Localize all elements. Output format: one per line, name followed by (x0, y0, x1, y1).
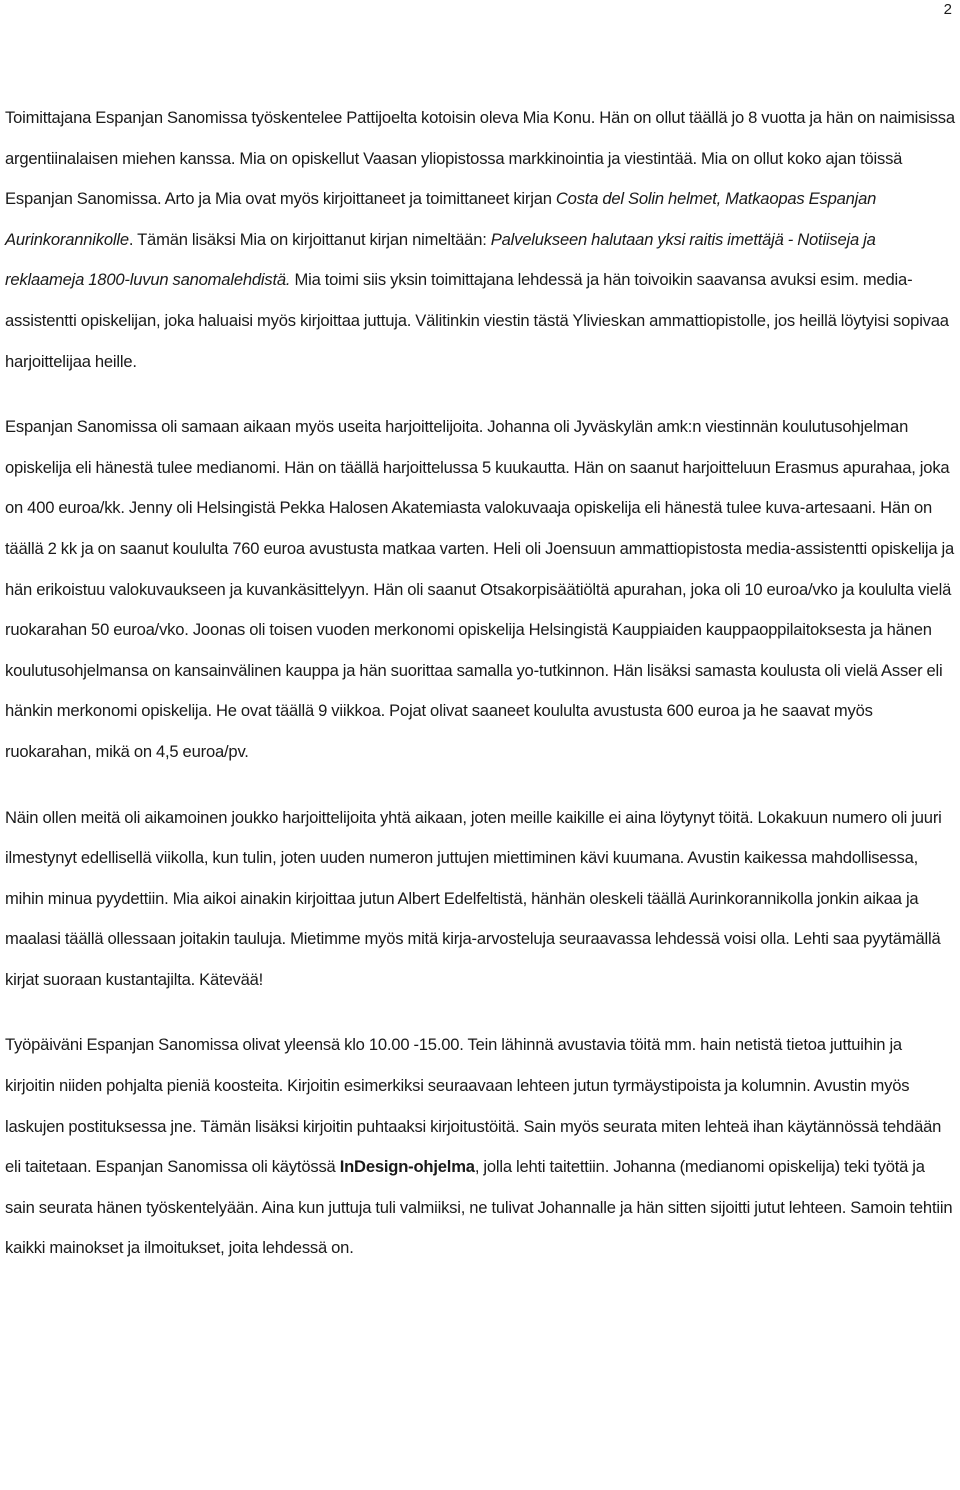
paragraph-text: Toimittajana Espanjan Sanomissa työskentelee Pattijoelta kotoisin oleva Mia Konu. Hän on ollut täällä jo 8 vuotta ja hän on naimisissa argentiinalaisen miehen kanssa. Mia on opiskellut Vaasan yliopistossa markkinointia ja viestintää. Mia on ollut koko ajan töissä Espanjan Sanomissa. Arto ja Mia ovat myös kirjoittaneet ja toimittaneet kirjan (5, 108, 955, 209)
paragraph-text: Mia toimi siis yksin toimittajana lehdessä ja hän toivoikin saavansa avuksi esim. media-assistentti opiskelijan, joka haluaisi myös kirjoittaa juttuja. Välitinkin viestin tästä Ylivieskan ammattiopistolle, jos heillä löytyisi sopivaa harjoittelijaa heille. (5, 270, 949, 371)
paragraph-4 (5, 1025, 955, 1269)
paragraph-2 (5, 407, 955, 772)
book-title-palvelukseen: Palvelukseen halutaan yksi raitis imettäjä - Notiiseja ja reklaameja 1800-luvun sanomalehdistä. (5, 229, 876, 290)
paragraph-text: Espanjan Sanomissa oli samaan aikaan myös useita harjoittelijoita. Johanna oli Jyväskylän amk:n viestinnän koulutusohjelman opiskelija eli hänestä tulee medianomi. Hän on täällä harjoittelussa 5 kuukautta. Hän on saanut harjoitteluun Erasmus apurahaa, joka on 400 euroa/kk. Jenny oli Helsingistä Pekka Halosen Akatemiasta valokuvaaja opiskelija eli hänestä tulee kuva-artesaani. Hän on täällä 2 kk ja on saanut koululta 760 euroa avustusta matkaa varten. Heli oli Joensuun ammattiopistosta media-assistentti opiskelija ja hän erikoistuu valokuvaukseen ja kuvankäsittelyyn. Hän oli saanut Otsakorpisäätiöltä apurahan, joka oli 10 euroa/vko ja koululta vielä ruokarahan 50 euroa/vko. Joonas oli toisen vuoden merkonomi opiskelija Helsingistä Kauppiaiden kauppaoppilaitoksesta ja hänen koulutusohjelmansa on kansainvälinen kauppa ja hän suorittaa samalla yo-tutkinnon. Hän lisäksi samasta koulusta oli vielä Asser eli hänkin merkonomi opiskelija. He ovat täällä 9 viikkoa. Pojat olivat saaneet koululta avustusta 600 euroa ja he saavat myös ruokarahan, mikä on 4,5 euroa/pv. (5, 417, 955, 761)
book-title-costa-del-sol: Costa del Solin helmet, Matkaopas Espanjan Aurinkorannikolle (5, 189, 877, 249)
paragraph-text: Näin ollen meitä oli aikamoinen joukko harjoittelijoita yhtä aikaan, joten meille kaikille ei aina löytynyt töitä. Lokakuun numero oli juuri ilmestynyt edellisellä viikolla, kun tulin, joten uuden numeron juttujen miettiminen kävi kuumana. Avustin kaikessa mahdollisessa, mihin minua pyydettiin. Mia aikoi ainakin kirjoittaa jutun Albert Edelfeltistä, hänhän oleskeli täällä Aurinkorannikolla jonkin aikaa ja maalasi täällä ollessaan joitakin tauluja. Mietimme myös mitä kirja-arvosteluja seuraavassa lehdessä voisi olla. Lehti saa pyytämällä kirjat suoraan kustantajilta. Kätevää! (5, 807, 942, 989)
paragraph-3 (5, 798, 955, 1001)
page-number: 2 (943, 1, 952, 18)
paragraph-text: . Tämän lisäksi Mia on kirjoittanut kirjan nimeltään: (128, 229, 491, 249)
paragraph-text: , jolla lehti taitettiin. Johanna (medianomi opiskelija) teki työtä ja sain seurata hänen työskentelyään. Aina kun juttuja tuli valmiiksi, ne tulivat Johannalle ja hän sitten sijoitti jutut lehteen. Samoin tehtiin kaikki mainokset ja ilmoitukset, joita lehdessä on. (5, 1157, 953, 1258)
software-name-indesign: InDesign-ohjelma (339, 1157, 475, 1177)
paragraph-1 (5, 98, 955, 382)
paragraph-text: Työpäiväni Espanjan Sanomissa olivat yleensä klo 10.00 -15.00. Tein lähinnä avustavia töitä mm. hain netistä tietoa juttuihin ja kirjoitin niiden pohjalta pieniä koosteita. Kirjoitin esimerkiksi seuraavaan lehteen jutun tyrmäystipoista ja kolumnin. Avustin myös laskujen postituksessa jne. Tämän lisäksi kirjoitin puhtaaksi kirjoitustöitä. Sain myös seurata miten lehteä ihan käytännössä tehdään eli taitetaan. Espanjan Sanomissa oli käytössä (5, 1035, 942, 1177)
document-body (5, 98, 955, 1269)
